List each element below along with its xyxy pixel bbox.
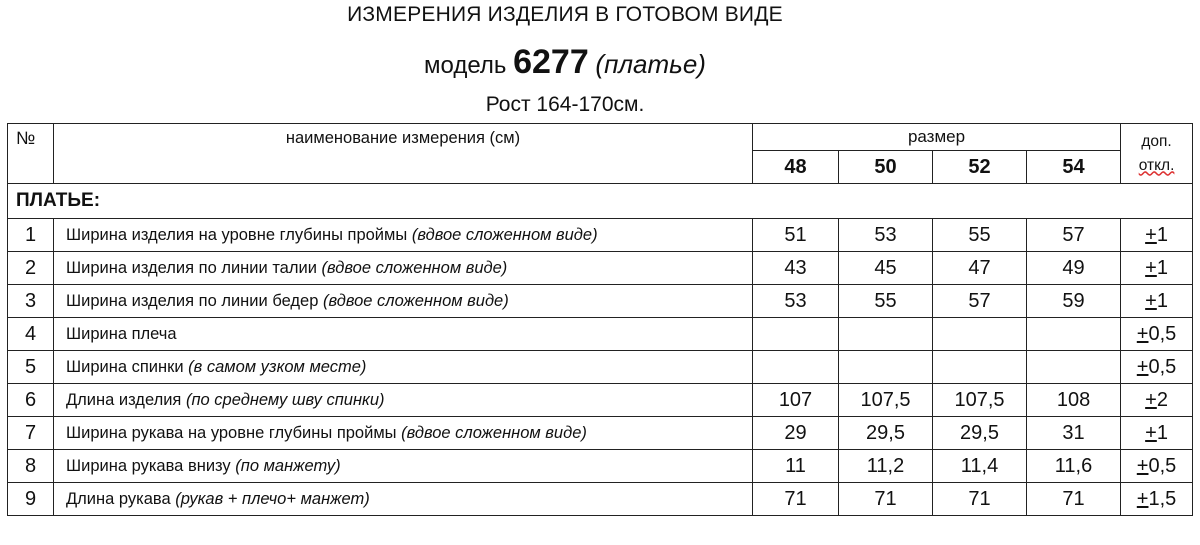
size-value: 29,5 [933, 417, 1027, 450]
measurement-label: Ширина спинки [66, 357, 184, 376]
table-row [8, 351, 1193, 384]
size-value: 71 [753, 483, 839, 516]
size-value [839, 351, 933, 384]
tolerance-amount: 2 [1156, 388, 1168, 411]
height-range: Рост 164-170см. [485, 93, 645, 116]
size-value [1027, 351, 1121, 384]
size-value: 108 [1027, 384, 1121, 417]
size-52: 52 [933, 151, 1027, 184]
table-row [8, 252, 1193, 285]
measurement-name [54, 483, 753, 516]
size-value [839, 318, 933, 351]
tolerance-sign: + [1145, 223, 1157, 246]
measurement-note: (вдвое сложенном виде) [322, 291, 509, 310]
row-number: 7 [8, 417, 54, 450]
tolerance-amount: 1 [1156, 289, 1168, 312]
size-value: 71 [933, 483, 1027, 516]
tolerance-value [1121, 351, 1193, 384]
tolerance-sign: + [1145, 256, 1157, 279]
measurement-name [54, 450, 753, 483]
measurement-name [54, 252, 753, 285]
size-value: 107 [753, 384, 839, 417]
measurement-name [54, 351, 753, 384]
size-value [753, 318, 839, 351]
header-tolerance [1121, 124, 1193, 184]
tolerance-value [1121, 450, 1193, 483]
size-value: 71 [1027, 483, 1121, 516]
measurements-table [7, 123, 1193, 516]
measurement-name [54, 417, 753, 450]
measurement-label: Ширина изделия по линии бедер [66, 291, 319, 310]
row-number: 1 [8, 219, 54, 252]
size-value [933, 318, 1027, 351]
size-54: 54 [1027, 151, 1121, 184]
tolerance-amount: 1,5 [1148, 487, 1177, 510]
section-row [8, 184, 1193, 219]
size-value: 47 [933, 252, 1027, 285]
size-value: 11,4 [933, 450, 1027, 483]
header-tolerance-line1: доп. [1141, 132, 1172, 150]
measurement-name [54, 285, 753, 318]
tolerance-sign: + [1136, 487, 1149, 510]
measurement-name [54, 384, 753, 417]
tolerance-amount: 1 [1156, 223, 1168, 246]
tolerance-amount: 0,5 [1148, 355, 1177, 378]
tolerance-sign: + [1136, 355, 1149, 378]
model-line [0, 40, 1130, 88]
table-row [8, 450, 1193, 483]
tolerance-sign: + [1145, 388, 1157, 411]
size-value: 45 [839, 252, 933, 285]
header-number: № [8, 124, 54, 184]
measurement-label: Длина изделия [66, 390, 182, 409]
tolerance-value [1121, 384, 1193, 417]
size-value [753, 351, 839, 384]
size-50: 50 [839, 151, 933, 184]
header-measurement-name: наименование измерения (см) [54, 124, 753, 184]
tolerance-amount: 1 [1156, 256, 1168, 279]
size-value: 29 [753, 417, 839, 450]
table-row [8, 384, 1193, 417]
size-value: 57 [933, 285, 1027, 318]
measurement-note: (рукав + плечо+ манжет) [175, 489, 370, 508]
tolerance-amount: 0,5 [1148, 454, 1177, 477]
size-48: 48 [753, 151, 839, 184]
tolerance-value [1121, 285, 1193, 318]
tolerance-value [1121, 252, 1193, 285]
size-value: 53 [839, 219, 933, 252]
size-value: 51 [753, 219, 839, 252]
table-row [8, 483, 1193, 516]
row-number: 2 [8, 252, 54, 285]
row-number: 5 [8, 351, 54, 384]
section-title: ПЛАТЬЕ: [8, 184, 1193, 219]
size-value: 11,6 [1027, 450, 1121, 483]
row-number: 4 [8, 318, 54, 351]
table-row [8, 219, 1193, 252]
tolerance-sign: + [1136, 322, 1149, 345]
header-row [8, 124, 1193, 151]
model-label: модель [424, 52, 507, 79]
document-title: ИЗМЕРЕНИЯ ИЗДЕЛИЯ В ГОТОВОМ ВИДЕ [347, 3, 783, 26]
row-number: 9 [8, 483, 54, 516]
model-number: 6277 [513, 43, 589, 81]
size-value: 71 [839, 483, 933, 516]
size-value [933, 351, 1027, 384]
size-value: 29,5 [839, 417, 933, 450]
measurement-label: Ширина изделия на уровне глубины проймы [66, 225, 408, 244]
size-value: 11,2 [839, 450, 933, 483]
measurement-name [54, 219, 753, 252]
measurement-note: (вдвое сложенном виде) [411, 225, 598, 244]
tolerance-sign: + [1145, 421, 1157, 444]
tolerance-value [1121, 318, 1193, 351]
size-value: 43 [753, 252, 839, 285]
size-value: 53 [753, 285, 839, 318]
table-row [8, 285, 1193, 318]
measurement-note: (по среднему шву спинки) [185, 390, 385, 409]
measurement-label: Ширина рукава на уровне глубины проймы [66, 423, 397, 442]
measurement-name [54, 318, 753, 351]
table-row [8, 318, 1193, 351]
header-size: размер [753, 124, 1121, 151]
size-value: 49 [1027, 252, 1121, 285]
table-row [8, 417, 1193, 450]
tolerance-amount: 1 [1156, 421, 1168, 444]
measurement-note: (вдвое сложенном виде) [401, 423, 587, 442]
size-value [1027, 318, 1121, 351]
row-number: 6 [8, 384, 54, 417]
measurement-note: (по манжету) [235, 456, 341, 475]
size-value: 55 [933, 219, 1027, 252]
tolerance-value [1121, 417, 1193, 450]
tolerance-amount: 0,5 [1148, 322, 1177, 345]
tolerance-value [1121, 219, 1193, 252]
row-number: 3 [8, 285, 54, 318]
tolerance-sign: + [1136, 454, 1149, 477]
header-tolerance-line2: откл. [1138, 156, 1175, 174]
model-kind: (платье) [595, 49, 706, 79]
tolerance-sign: + [1145, 289, 1157, 312]
measurement-label: Ширина плеча [66, 324, 177, 343]
size-value: 55 [839, 285, 933, 318]
size-value: 57 [1027, 219, 1121, 252]
measurement-note: (в самом узком месте) [188, 357, 367, 376]
measurement-label: Ширина рукава внизу [66, 456, 231, 475]
size-value: 11 [753, 450, 839, 483]
tolerance-value [1121, 483, 1193, 516]
measurement-label: Длина рукава [66, 489, 171, 508]
row-number: 8 [8, 450, 54, 483]
size-value: 31 [1027, 417, 1121, 450]
size-value: 107,5 [933, 384, 1027, 417]
size-value: 59 [1027, 285, 1121, 318]
size-value: 107,5 [839, 384, 933, 417]
measurement-label: Ширина изделия по линии талии [66, 258, 317, 277]
measurement-note: (вдвое сложенном виде) [321, 258, 508, 277]
